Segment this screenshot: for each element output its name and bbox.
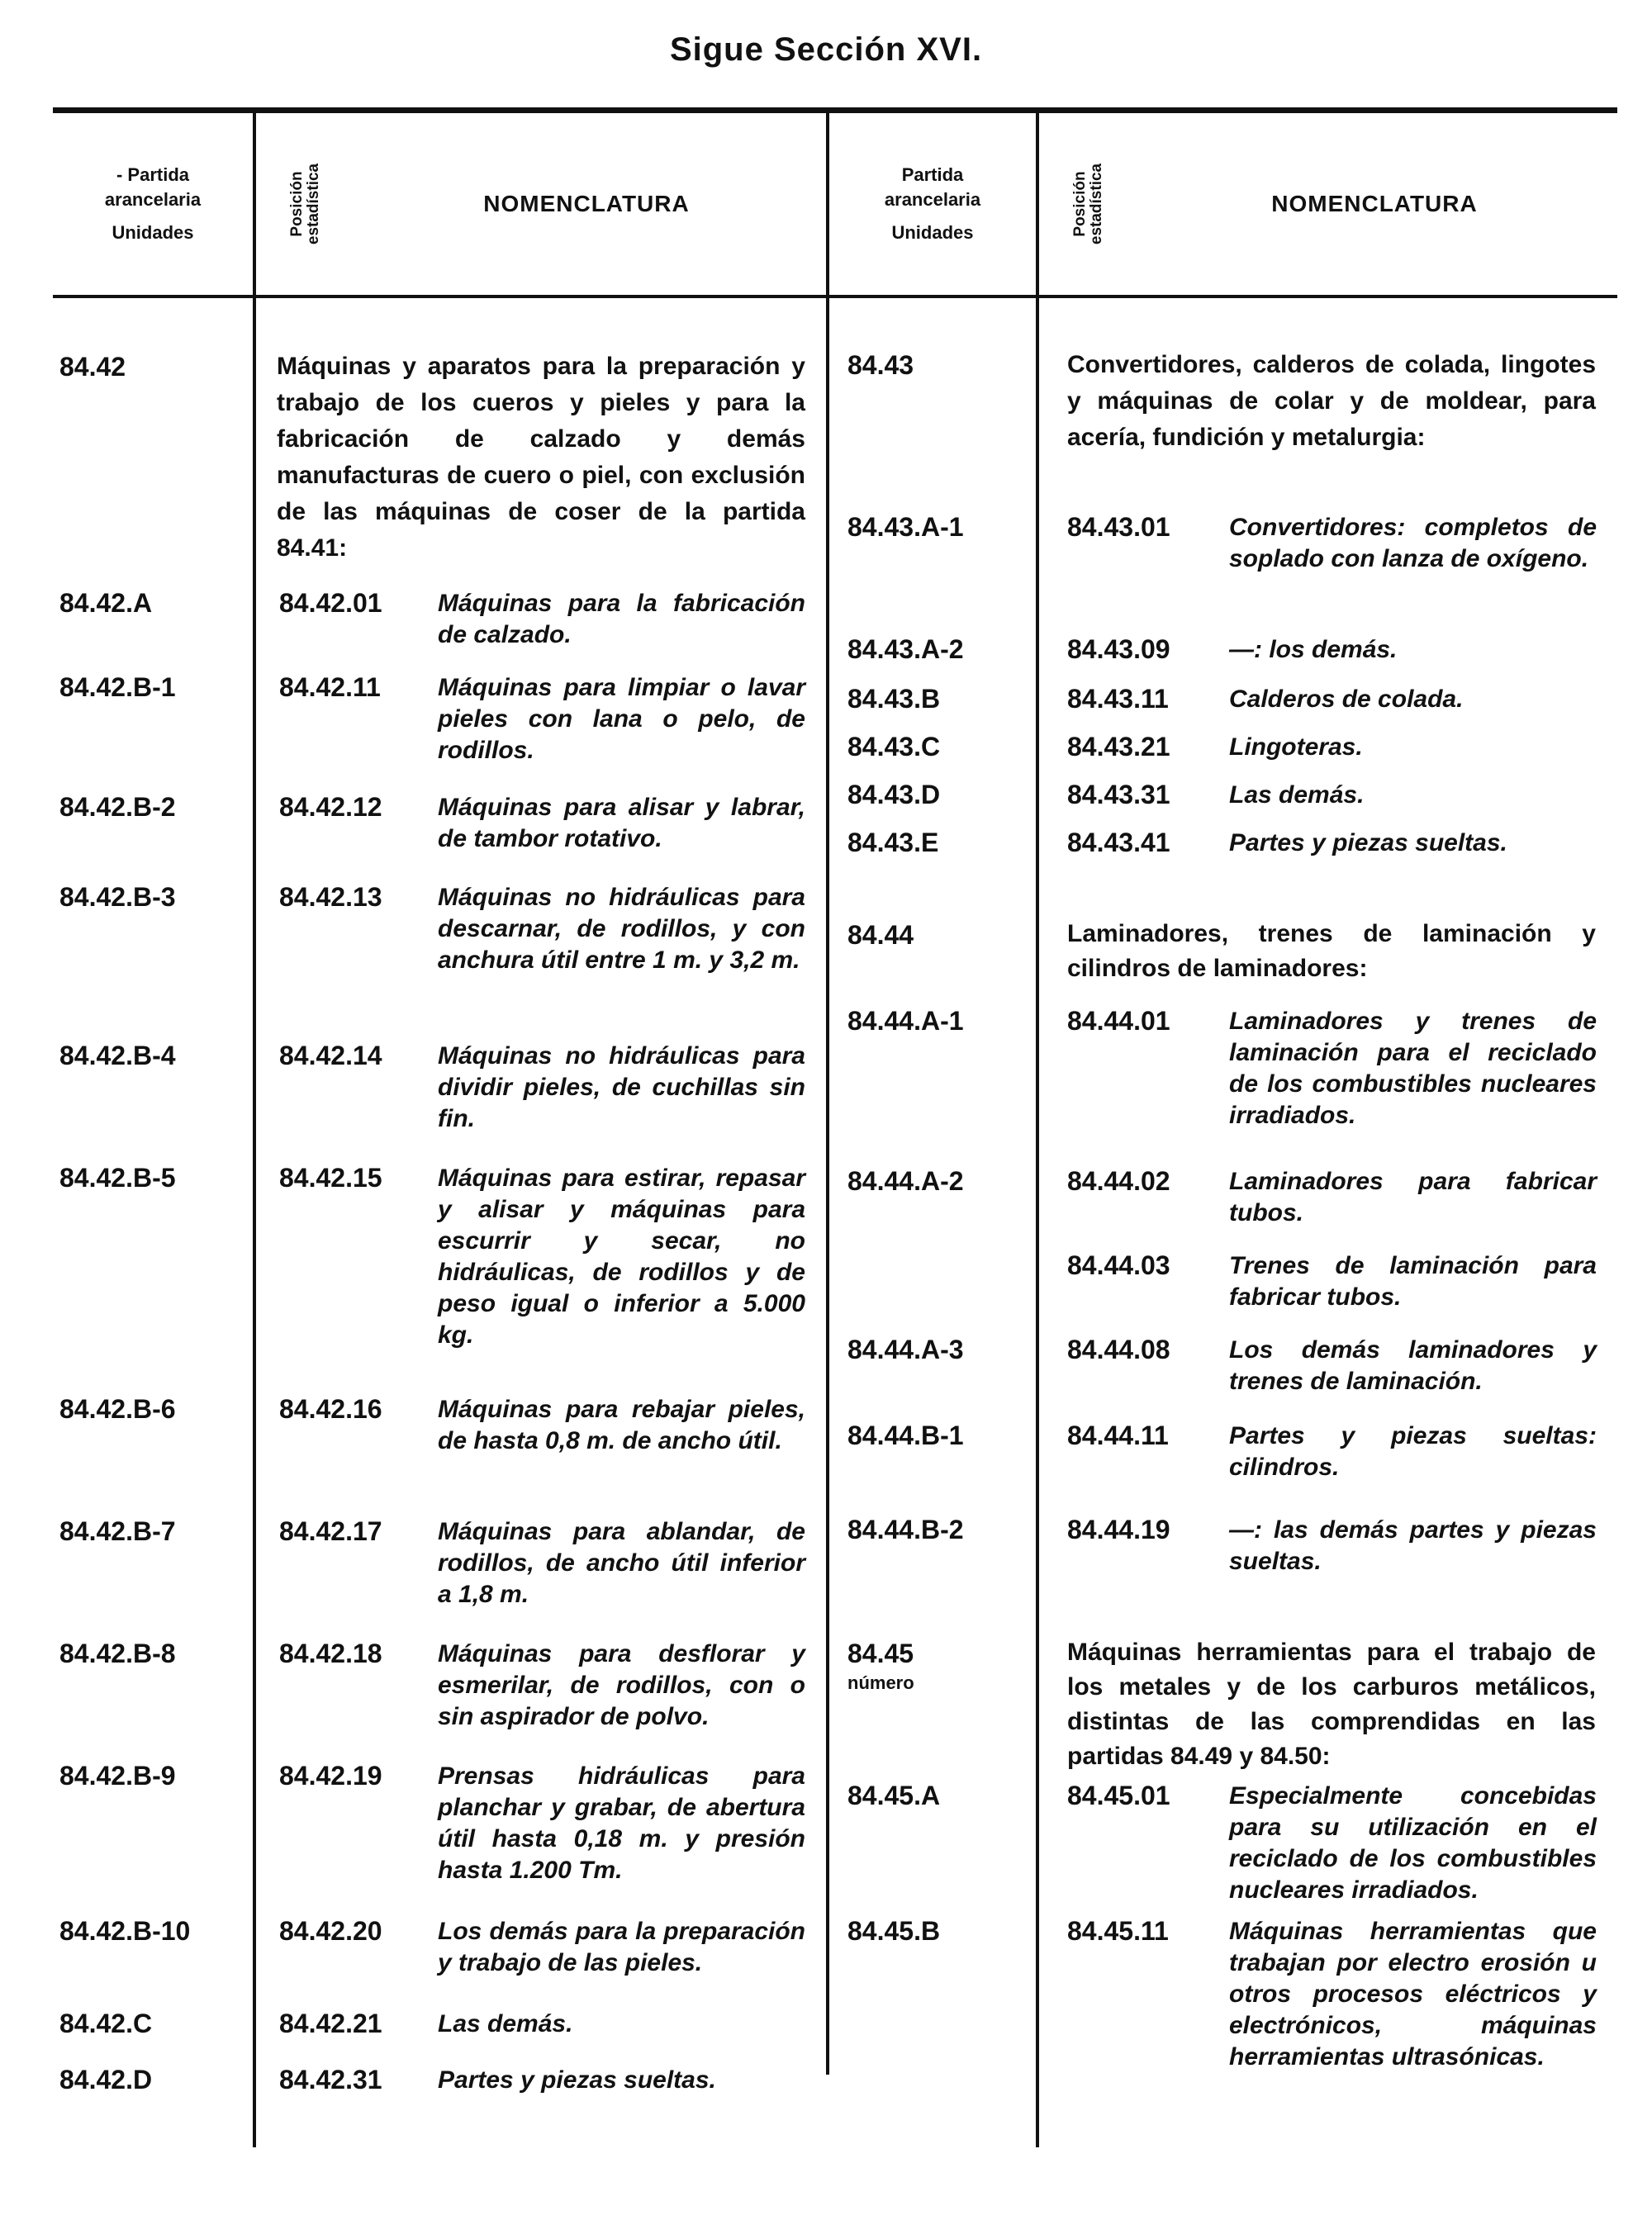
table-top-rule	[53, 107, 1617, 113]
partida-code: 84.42.B-6	[59, 1394, 176, 1424]
row-description: Máquinas para la fabricación de calzado.	[438, 590, 805, 648]
partida-code: 84.42.B-3	[59, 882, 176, 912]
posicion-code: 84.45.01	[1067, 1781, 1170, 1810]
partida-code: 84.42.B-10	[59, 1916, 191, 1946]
column-divider-center	[826, 109, 829, 2075]
posicion-code: 84.42.15	[279, 1163, 382, 1193]
partida-code: 84.42.A	[59, 588, 153, 618]
partida-code: 84.45.A	[847, 1781, 941, 1810]
header-posicion-right	[1056, 113, 1122, 295]
posicion-code: 84.42.14	[279, 1041, 382, 1070]
posicion-code: 84.44.01	[1067, 1006, 1170, 1036]
header-unidades: Unidades	[112, 222, 194, 243]
table-header-rule	[53, 295, 1617, 298]
column-divider	[253, 109, 256, 2147]
row-description: Lingoteras.	[1229, 733, 1363, 761]
partida-code: 84.42.B-7	[59, 1516, 176, 1546]
heading-text: Máquinas herramientas para el trabajo de los metales y de los carburos metálicos, distintas de las comprendidas en las partidas 84.49 y 84.50:	[1067, 1639, 1596, 1770]
partida-code: 84.42.D	[59, 2065, 153, 2094]
row-description: Máquinas herramientas que trabajan por electro erosión u otros procesos eléctricos y electrónicos, máquinas herramientas ultrasónicas.	[1229, 1918, 1597, 2071]
row-description: Partes y piezas sueltas.	[438, 2066, 716, 2094]
row-description: Partes y piezas sueltas: cilindros.	[1229, 1422, 1597, 1481]
heading-code: 84.43	[847, 350, 914, 380]
row-description: Las demás.	[438, 2010, 573, 2037]
row-description: —: las demás partes y piezas sueltas.	[1229, 1516, 1597, 1575]
heading-subnote: número	[847, 1672, 914, 1693]
row-description: —: los demás.	[1229, 636, 1398, 663]
row-description: Laminadores para fabricar tubos.	[1229, 1168, 1597, 1226]
posicion-code: 84.42.18	[279, 1639, 382, 1668]
partida-code: 84.42.B-8	[59, 1639, 176, 1668]
row-description: Máquinas para alisar y labrar, de tambor rotativo.	[438, 794, 805, 852]
posicion-code: 84.42.31	[279, 2065, 382, 2094]
partida-code: 84.42.B-1	[59, 672, 176, 702]
row-description: Máquinas para ablandar, de rodillos, de ancho útil inferior a 1,8 m.	[438, 1518, 805, 1608]
partida-code: 84.44.A-2	[847, 1166, 964, 1196]
partida-code: 84.42.B-2	[59, 792, 176, 822]
heading-text: Laminadores, trenes de laminación y cilindros de laminadores:	[1067, 920, 1596, 982]
heading-text: Máquinas y aparatos para la preparación y trabajo de los cueros y pieles y para la fabricación de calzado y demás manufacturas de cuero o piel, con exclusión de las máquinas de coser de la partida 84.41:	[277, 353, 805, 562]
heading-text: Convertidores, calderos de colada, lingotes y máquinas de colar y de moldear, para acería, fundición y metalurgia:	[1067, 351, 1596, 451]
posicion-code: 84.44.11	[1067, 1421, 1169, 1450]
header-partida-line2: arancelaria	[104, 189, 202, 210]
partida-code: 84.43.D	[847, 780, 941, 809]
heading-code: 84.42	[59, 352, 126, 382]
posicion-code: 84.44.08	[1067, 1335, 1170, 1364]
posicion-code: 84.42.19	[279, 1761, 382, 1791]
row-description: Prensas hidráulicas para planchar y grabar, de abertura útil hasta 0,18 m. y presión hasta 1.200 Tm.	[438, 1762, 805, 1884]
header-posicion	[273, 113, 339, 295]
page-title: Sigue Sección XVI.	[669, 31, 983, 68]
partida-code: 84.44.A-3	[847, 1335, 964, 1364]
posicion-code: 84.43.21	[1067, 732, 1170, 761]
posicion-code: 84.42.11	[279, 672, 381, 702]
row-description: Máquinas para limpiar o lavar pieles con lana o pelo, de rodillos.	[438, 674, 805, 764]
posicion-code: 84.42.12	[279, 792, 382, 822]
partida-code: 84.43.E	[847, 828, 939, 857]
row-description: Calderos de colada.	[1229, 685, 1464, 713]
partida-code: 84.42.B-9	[59, 1761, 176, 1791]
posicion-code: 84.42.16	[279, 1394, 382, 1424]
partida-code: 84.43.C	[847, 732, 941, 761]
row-description: Máquinas no hidráulicas para dividir pieles, de cuchillas sin fin.	[438, 1042, 805, 1132]
header-unidades: Unidades	[891, 222, 974, 243]
posicion-code: 84.42.20	[279, 1916, 382, 1946]
posicion-code: 84.43.31	[1067, 780, 1170, 809]
partida-code: 84.44.B-1	[847, 1421, 964, 1450]
row-description: Máquinas no hidráulicas para descarnar, de rodillos, y con anchura útil entre 1 m. y 3,2 m.	[438, 884, 805, 974]
row-description: Máquinas para estirar, repasar y alisar y máquinas para escurrir y secar, no hidráulicas, de rodillos y de peso igual o inferior a 5.000 kg.	[438, 1165, 805, 1349]
header-posicion-line1: Posición	[1071, 171, 1089, 237]
header-posicion-line1: Posición	[288, 171, 306, 237]
row-description: Partes y piezas sueltas.	[1229, 829, 1507, 856]
posicion-code: 84.42.17	[279, 1516, 382, 1546]
row-description: Máquinas para rebajar pieles, de hasta 0,8 m. de ancho útil.	[438, 1396, 805, 1454]
row-description: Laminadores y trenes de laminación para el reciclado de los combustibles nucleares irradiados.	[1229, 1008, 1597, 1129]
partida-code: 84.42.B-5	[59, 1163, 176, 1193]
posicion-code: 84.42.01	[279, 588, 382, 618]
posicion-code: 84.44.02	[1067, 1166, 1170, 1196]
header-partida-right	[829, 113, 1036, 295]
posicion-code: 84.42.21	[279, 2009, 382, 2038]
partida-code: 84.42.B-4	[59, 1041, 176, 1070]
row-description: Máquinas para desflorar y esmerilar, de rodillos, con o sin aspirador de polvo.	[438, 1640, 805, 1730]
partida-code: 84.43.A-2	[847, 634, 964, 664]
posicion-code: 84.43.11	[1067, 684, 1169, 714]
heading-code: 84.44	[847, 920, 914, 950]
header-nomenclatura-right: NOMENCLATURA	[1271, 191, 1478, 216]
heading-code: 84.45	[847, 1639, 914, 1668]
partida-code: 84.43.A-1	[847, 512, 964, 542]
partida-code: 84.44.A-1	[847, 1006, 964, 1036]
row-description: Las demás.	[1229, 781, 1365, 809]
column-divider	[1036, 109, 1039, 2147]
row-description: Convertidores: completos de soplado con lanza de oxígeno.	[1229, 514, 1597, 572]
partida-code: 84.45.B	[847, 1916, 941, 1946]
header-posicion-line2: estadística	[305, 163, 323, 245]
header-nomenclatura: NOMENCLATURA	[483, 191, 690, 216]
row-description: Los demás laminadores y trenes de laminación.	[1229, 1336, 1597, 1395]
row-description: Especialmente concebidas para su utilización en el reciclado de los combustibles nucleares irradiados.	[1229, 1782, 1597, 1904]
header-partida-line1: - Partida	[116, 164, 189, 185]
partida-code: 84.43.B	[847, 684, 941, 714]
row-description: Trenes de laminación para fabricar tubos.	[1229, 1252, 1597, 1311]
partida-code: 84.44.B-2	[847, 1515, 964, 1544]
posicion-code: 84.45.11	[1067, 1916, 1169, 1946]
posicion-code: 84.44.19	[1067, 1515, 1170, 1544]
posicion-code: 84.43.41	[1067, 828, 1170, 857]
posicion-code: 84.42.13	[279, 882, 382, 912]
header-partida-line1: Partida	[901, 164, 964, 185]
posicion-code: 84.43.01	[1067, 512, 1170, 542]
header-posicion-line2: estadística	[1088, 163, 1106, 245]
header-partida-line2: arancelaria	[884, 189, 981, 210]
row-description: Los demás para la preparación y trabajo de las pieles.	[438, 1918, 805, 1976]
posicion-code: 84.43.09	[1067, 634, 1170, 664]
partida-code: 84.42.C	[59, 2009, 153, 2038]
posicion-code: 84.44.03	[1067, 1250, 1170, 1280]
header-partida	[53, 113, 253, 295]
